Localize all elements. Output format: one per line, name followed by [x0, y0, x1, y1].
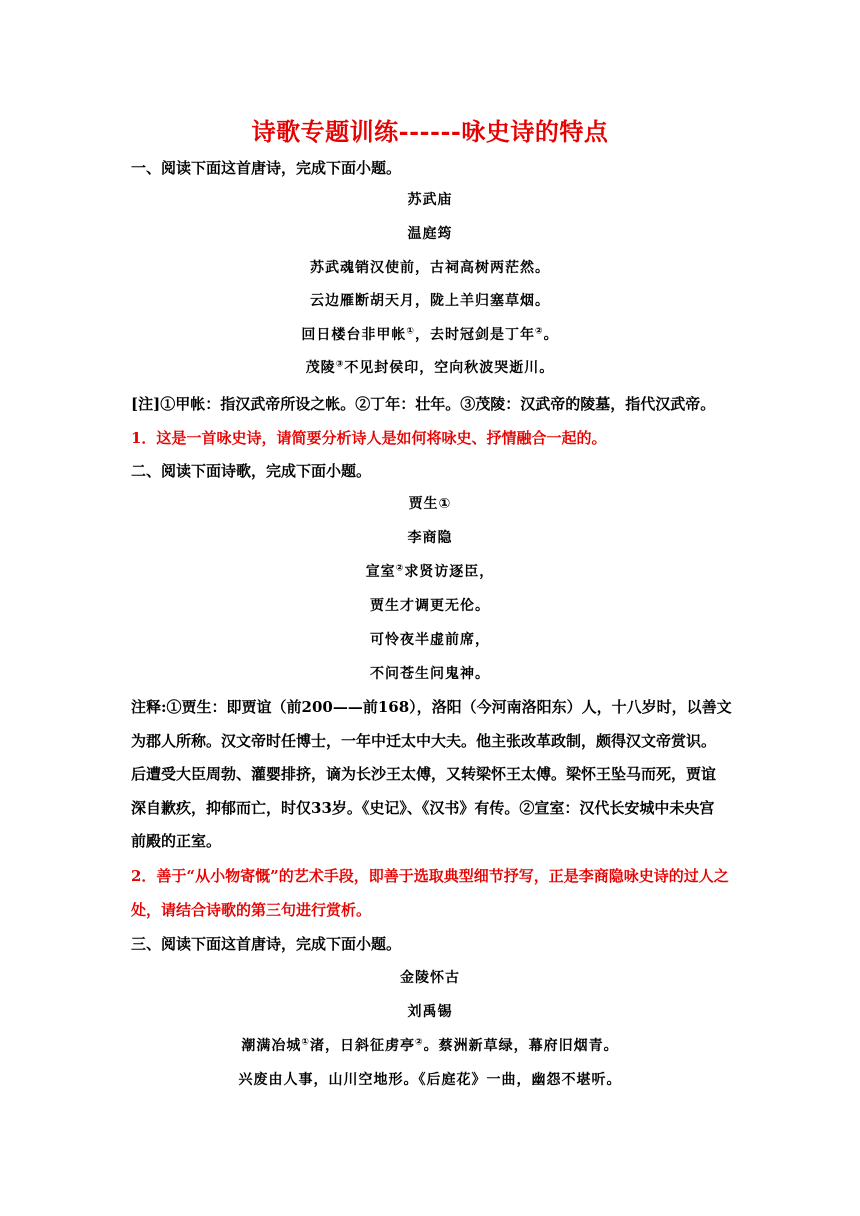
- footnote-mark: ①: [301, 1037, 310, 1048]
- question-2-line: 处，请结合诗歌的第三句进行赏析。: [131, 901, 372, 919]
- section-1-note: [注]①甲帐：指汉武帝所设之帐。②丁年：壮年。③茂陵：汉武帝的陵墓，指代汉武帝。: [131, 395, 716, 413]
- poem-1-line-2: 云边雁断胡天月，陇上羊归塞草烟。: [310, 293, 550, 309]
- poem-1-line-1: 苏武魂销汉使前，古祠高树两茫然。: [310, 260, 550, 276]
- poem-1-line-4: 茂陵③不见封侯印，空向秋波哭逝川。: [305, 359, 555, 376]
- section-2-note-line: 前殿的正室。: [131, 832, 222, 850]
- poem-1-title: 苏武庙: [407, 192, 453, 208]
- poem-3-line-1: 潮满冶城①渚，日斜征虏亭②。蔡洲新草绿，幕府旧烟青。: [241, 1037, 619, 1054]
- section-2-heading: 二、阅读下面诗歌，完成下面小题。: [131, 462, 372, 480]
- section-2-note-line: 注释:①贾生：即贾谊（前200——前168），洛阳（今河南洛阳东）人，十八岁时，以善文: [131, 698, 732, 716]
- footnote-mark: ②: [415, 1037, 424, 1048]
- question-1: 1．这是一首咏史诗，请简要分析诗人是如何将咏史、抒情融合一起的。: [131, 429, 607, 447]
- footnote-mark: ①: [406, 326, 415, 337]
- section-2-note-line: 后遭受大臣周勃、灌婴排挤，谪为长沙王太傅，又转梁怀王太傅。梁怀王坠马而死，贾谊: [131, 765, 717, 783]
- poem-2-line-2: 贾生才调更无伦。: [370, 598, 490, 614]
- poem-2-line-4: 不问苍生问鬼神。: [370, 666, 490, 682]
- poem-3-title: 金陵怀古: [400, 970, 460, 986]
- poem-3-author: 刘禹锡: [407, 1004, 453, 1020]
- section-3-heading: 三、阅读下面这首唐诗，完成下面小题。: [131, 935, 402, 953]
- poem-3-line-2: 兴废由人事，山川空地形。《后庭花》一曲，幽怨不堪听。: [238, 1072, 622, 1088]
- section-2-note-line: 深自歉疚，抑郁而亡，时仅33岁。《史记》、《汉书》有传。②宣室：汉代长安城中未央宫: [131, 799, 715, 817]
- footnote-mark: ③: [335, 359, 345, 370]
- section-1-heading: 一、阅读下面这首唐诗，完成下面小题。: [131, 159, 402, 177]
- poem-2-line-1: 宣室②求贤访逐臣，: [365, 563, 495, 580]
- poem-1-author: 温庭筠: [407, 226, 453, 242]
- page-title: 诗歌专题训练------咏史诗的特点: [251, 117, 609, 146]
- question-2-line: 2．善于“从小物寄慨”的艺术手段，即善于选取典型细节抒写，正是李商隐咏史诗的过人之: [131, 867, 729, 885]
- poem-2-title: 贾生①: [408, 496, 452, 512]
- footnote-mark: ②: [395, 563, 405, 574]
- poem-1-line-3: 回日楼台非甲帐①，去时冠剑是丁年②。: [301, 326, 559, 343]
- section-2-note-line: 为郡人所称。汉文帝时任博士，一年中迁太中大夫。他主张改革政制，颇得汉文帝赏识。: [131, 732, 717, 750]
- footnote-mark: ②: [535, 326, 544, 337]
- poem-2-line-3: 可怜夜半虚前席，: [370, 632, 490, 648]
- poem-2-author: 李商隐: [407, 530, 453, 546]
